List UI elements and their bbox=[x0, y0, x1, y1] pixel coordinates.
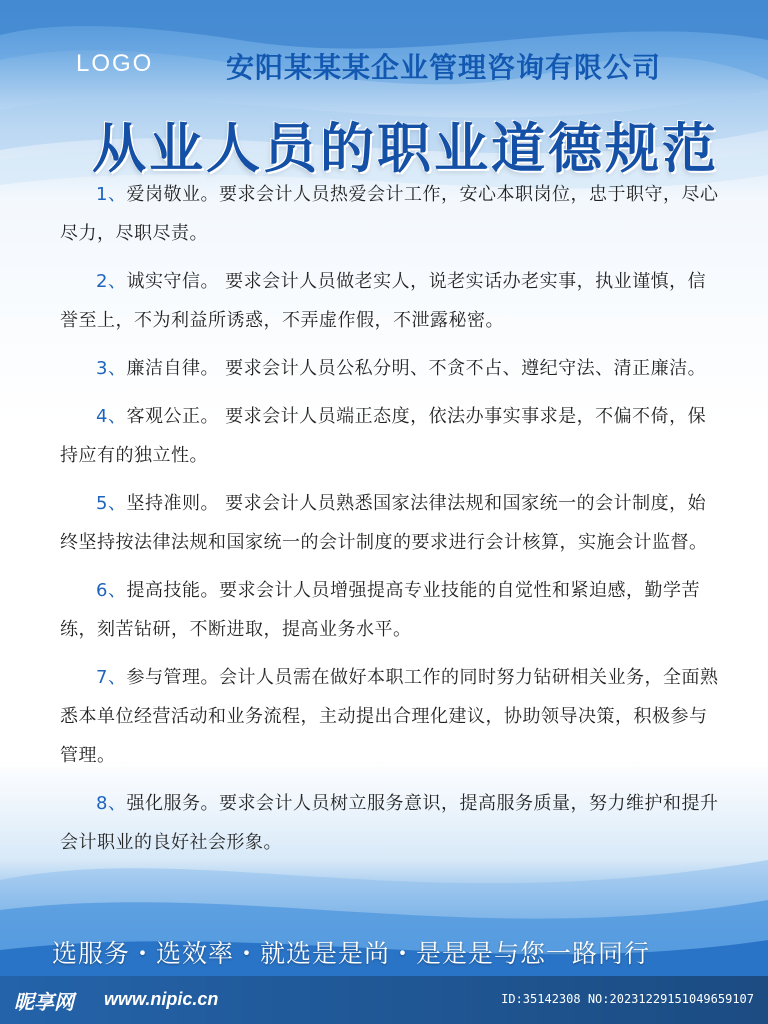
poster-header bbox=[0, 40, 768, 90]
item-text: 坚持准则。 要求会计人员熟悉国家法律法规和国家统一的会计制度，始终坚持按法律法规和国家统一的会计制度的要求进行会计核算，实施会计监督。 bbox=[60, 493, 708, 553]
watermark-id: ID:35142308 NO:20231229151049659107 bbox=[501, 992, 754, 1006]
list-item bbox=[60, 175, 720, 253]
list-item bbox=[60, 784, 720, 862]
company-name: 安阳某某某企业管理咨询有限公司 bbox=[226, 51, 662, 84]
item-number: 8、 bbox=[96, 793, 127, 814]
item-text: 参与管理。会计人员需在做好本职工作的同时努力钻研相关业务，全面熟悉本单位经营活动和业务流程，主动提出合理化建议，协助领导决策，积极参与管理。 bbox=[60, 667, 719, 766]
item-number: 3、 bbox=[96, 358, 127, 379]
logo-placeholder: LOGO bbox=[76, 50, 154, 77]
item-number: 4、 bbox=[96, 406, 127, 427]
item-text: 强化服务。要求会计人员树立服务意识，提高服务质量，努力维护和提升会计职业的良好社会形象。 bbox=[60, 793, 719, 853]
slogan: 选服务・选效率・就选是是尚・是是是与您一路同行 bbox=[52, 939, 651, 968]
list-item bbox=[60, 484, 720, 562]
list-item bbox=[60, 262, 720, 340]
watermark-bar bbox=[0, 976, 768, 1024]
item-number: 7、 bbox=[96, 667, 127, 688]
item-text: 提高技能。要求会计人员增强提高专业技能的自觉性和紧迫感，勤学苦练，刻苦钻研，不断进取，提高业务水平。 bbox=[60, 580, 700, 640]
watermark-url: www.nipic.cn bbox=[104, 989, 219, 1009]
item-number: 2、 bbox=[96, 271, 127, 292]
poster-title: 从业人员的职业道德规范 bbox=[92, 117, 719, 180]
watermark-brand: 昵享网 bbox=[14, 990, 74, 1014]
list-item bbox=[60, 571, 720, 649]
list-item bbox=[60, 349, 720, 388]
item-text: 爱岗敬业。要求会计人员热爱会计工作，安心本职岗位，忠于职守，尽心尽力，尽职尽责。 bbox=[60, 184, 719, 244]
list-item bbox=[60, 658, 720, 775]
item-number: 6、 bbox=[96, 580, 127, 601]
item-number: 1、 bbox=[96, 184, 127, 205]
item-text: 廉洁自律。 要求会计人员公私分明、不贪不占、遵纪守法、清正廉洁。 bbox=[126, 358, 707, 379]
item-text: 客观公正。 要求会计人员端正态度，依法办事实事求是，不偏不倚，保持应有的独立性。 bbox=[60, 406, 707, 466]
item-number: 5、 bbox=[96, 493, 127, 514]
list-item bbox=[60, 397, 720, 475]
code-of-ethics-list bbox=[60, 175, 720, 871]
item-text: 诚实守信。 要求会计人员做老实人，说老实话办老实事，执业谨慎，信誉至上，不为利益所诱惑，不弄虚作假，不泄露秘密。 bbox=[60, 271, 707, 331]
